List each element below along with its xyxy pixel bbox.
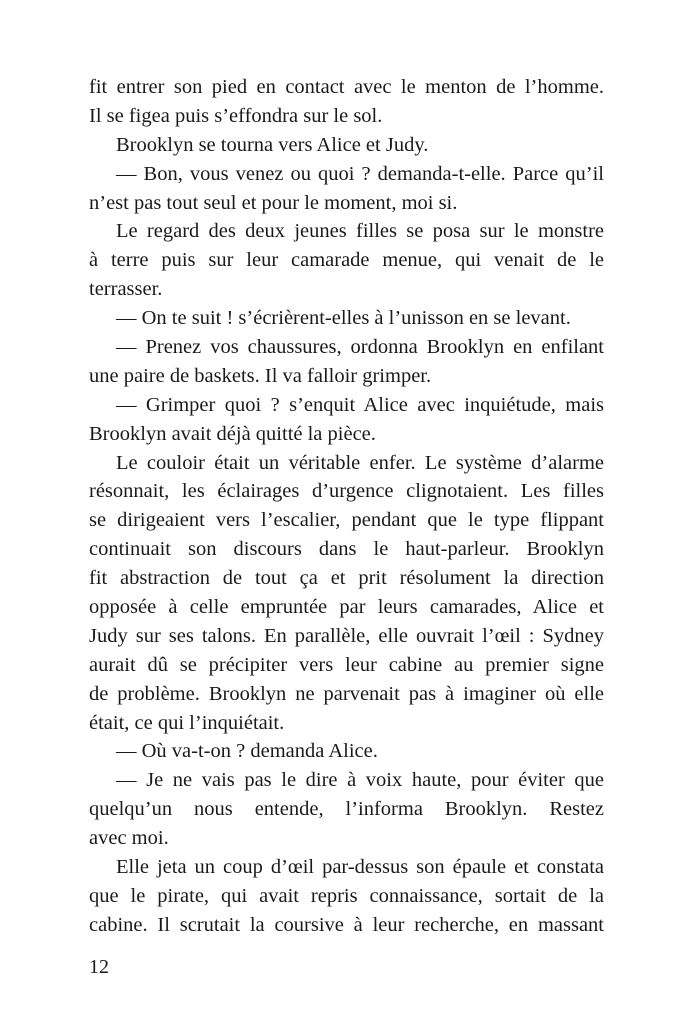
text-line: Le regard des deux jeunes filles se posa sur le monstre (116, 220, 604, 243)
text-line: se dirigeaient vers l’escalier, pendant que le type flippant (89, 509, 604, 532)
text-line: Judy sur ses talons. En parallèle, elle ouvrait l’œil : Sydney (89, 624, 604, 647)
text-line: Il se figea puis s’effondra sur le sol. (89, 104, 383, 127)
text-line: résonnait, les éclairages d’urgence clignotaient. Les filles (89, 480, 604, 503)
text-line: — Prenez vos chaussures, ordonna Brooklyn en enfilant (116, 336, 604, 359)
text-line: cabine. Il scrutait la coursive à leur recherche, en massant (89, 913, 604, 936)
text-line: avec moi. (89, 827, 169, 850)
text-line: fit entrer son pied en contact avec le menton de l’homme. (89, 76, 604, 98)
text-line: — Bon, vous venez ou quoi ? demanda-t-elle. Parce qu’il (116, 162, 604, 185)
text-line: Elle jeta un coup d’œil par-dessus son épaule et constata (116, 856, 604, 879)
text-line: Brooklyn se tourna vers Alice et Judy. (116, 133, 429, 156)
page-number: 12 (89, 956, 109, 978)
text-line: — On te suit ! s’écrièrent-elles à l’unisson en se levant. (116, 307, 571, 330)
text-line: aurait dû se précipiter vers leur cabine au premier signe (89, 653, 604, 676)
text-line: Le couloir était un véritable enfer. Le système d’alarme (116, 451, 604, 474)
text-line: fit abstraction de tout ça et prit résolument la direction (89, 567, 604, 590)
body-text (89, 73, 604, 940)
text-line: terrasser. (89, 278, 163, 301)
text-line: — Je ne vais pas le dire à voix haute, pour éviter que (116, 769, 604, 792)
text-line: Brooklyn avait déjà quitté la pièce. (89, 422, 376, 445)
text-line: était, ce qui l’inquiétait. (89, 711, 285, 734)
text-line: de problème. Brooklyn ne parvenait pas à imaginer où elle (89, 682, 604, 705)
text-line: — Où va-t-on ? demanda Alice. (116, 740, 378, 763)
text-line: que le pirate, qui avait repris connaissance, sortait de la (89, 884, 604, 907)
text-line: — Grimper quoi ? s’enquit Alice avec inquiétude, mais (116, 393, 604, 416)
text-line: opposée à celle empruntée par leurs camarades, Alice et (89, 596, 604, 619)
text-line: à terre puis sur leur camarade menue, qui venait de le (89, 249, 604, 272)
text-line: une paire de baskets. Il va falloir grimper. (89, 364, 432, 387)
text-line: continuait son discours dans le haut-parleur. Brooklyn (89, 538, 604, 561)
text-line: n’est pas tout seul et pour le moment, moi si. (89, 191, 458, 214)
text-line: quelqu’un nous entende, l’informa Brooklyn. Restez (89, 798, 604, 821)
